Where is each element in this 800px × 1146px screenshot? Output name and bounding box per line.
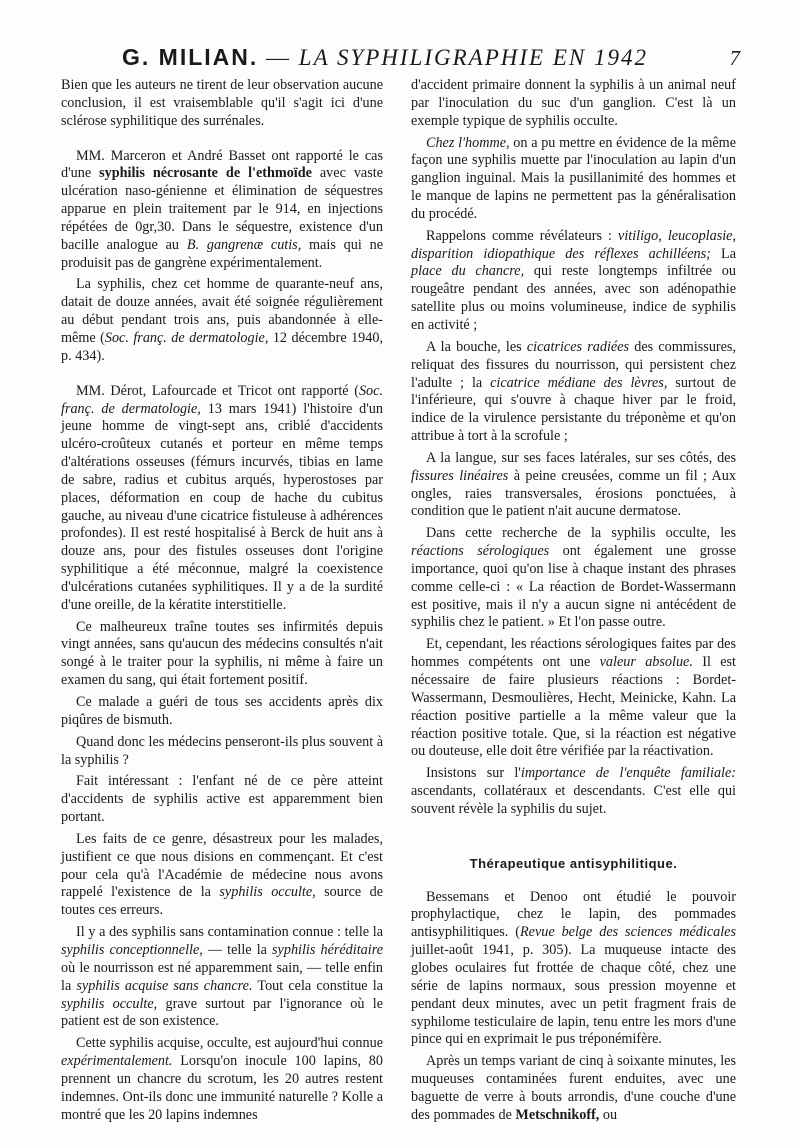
header-dash: — <box>266 45 292 70</box>
page-number: 7 <box>729 46 740 70</box>
paragraph: A la bouche, les cicatrices radiées des commissures, reliquat des fissures du nourrisson, qui persistent chez l'adulte ; la cicatrice médiane des lèvres, surtout de l'inférieure, qui s'ouvre à chaque hiver par le froid, indice de la virulence persistante du tréponème et qu'on attribue à tort à la scrofule ; <box>411 338 737 445</box>
right-column <box>411 77 736 1129</box>
paragraph: MM. Dérot, Lafourcade et Tricot ont rapporté (Soc. franç. de dermatologie, 13 mars 1941) l'histoire d'un jeune homme de vingt-sept ans, criblé d'accidents ulcéro-croûteux cutanés et porteur en même temps d'altérations osseuses (fémurs incurvés, tibias en lame de sabre, radius et cubitus arqués, hyperostoses par places, déformation en coup de hache du cubitus gauche, au niveau d'une cicatrice fistuleuse à adhérences profondes). Il est resté hospitalisé à Berck de huit ans à douze ans, pour des fistules osseuses dont l'origine syphilitique a été méconnue, malgré la coexistence d'ulcérations cutanées syphilitiques. Il y a de la surdité d'une oreille, de la kératite interstitielle. <box>61 382 383 613</box>
paragraph: Ce malheureux traîne toutes ses infirmités depuis vingt années, sans qu'aucun des médecins consultés n'ait songé à le traiter pour la syphilis, ni même à faire un examen du sang, qui était fortement positif. <box>61 618 383 689</box>
header-work-title: LA SYPHILIGRAPHIE EN 1942 <box>298 45 648 70</box>
paragraph: Chez l'homme, on a pu mettre en évidence de la même façon une syphilis muette par l'inoculation au lapin d'un ganglion inguinal. Mais la pusillanimité des hommes et le manque de lapins ne permettent pas la généralisation du procédé. <box>411 134 736 222</box>
paragraph: MM. Marceron et André Basset ont rapporté le cas d'une syphilis nécrosante de l'ethmoïde avec vaste ulcération naso-génienne et élimination de séquestres apparue en plein traitement par le 914, en injections répétées de 0gr,30. Dans le séquestre, existence d'un bacille analogue au B. gangrenæ cutis, mais qui ne produisit pas de gangrène expérimentalement. <box>61 147 383 271</box>
paragraph: Quand donc les médecins penseront-ils plus souvent à la syphilis ? <box>61 733 383 768</box>
paragraph: La syphilis, chez cet homme de quarante-neuf ans, datait de douze années, avait été soignée régulièrement au début pendant trois ans, puis abandonnée à elle-même (Soc. franç. de dermatologie, 12 décembre 1940, p. 434). <box>61 276 384 364</box>
paragraph: Cette syphilis acquise, occulte, est aujourd'hui connue expérimentalement. Lorsqu'on inocule 100 lapins, 80 prennent un chancre du scrotum, les 20 autres restent indemnes. Ont-ils donc une immunité naturelle ? Kolle a montré que les 20 lapins indemnes <box>61 1035 383 1123</box>
section-heading: Thérapeutique antisyphilitique. <box>469 855 678 871</box>
paragraph: Les faits de ce genre, désastreux pour les malades, justifient ce que nous disions en commençant. Et c'est pour cela qu'à l'Académie de médecine nous avons rappelé l'existence de la syphilis occulte, source de toutes ces erreurs. <box>61 830 383 919</box>
paragraph: A la langue, sur ses faces latérales, sur ses côtés, des fissures linéaires à peine creusées, comme un fil ; Aux ongles, raies transversales, érosions ponctuées, à condition que le patient n'ait aucune dermatose. <box>411 449 736 520</box>
paragraph: Il y a des syphilis sans contamination connue : telle la syphilis conceptionnelle, — telle la syphilis héréditaire où le nourrisson est né apparemment sain, — telle enfin la syphilis acquise sans chancre. Tout cela constitue la syphilis occulte, grave surtout par l'ignorance où le patient est de son existence. <box>61 924 383 1030</box>
paragraph: Insistons sur l'importance de l'enquête familiale: ascendants, collatéraux et descendants. C'est elle qui souvent révèle la syphilis du sujet. <box>411 765 737 817</box>
paragraph: Bien que les auteurs ne tirent de leur observation aucune conclusion, il est vraisemblable qu'il s'agit ici d'une sclérose syphilitique des surrénales. <box>61 77 383 129</box>
header-author: G. MILIAN. <box>122 44 259 70</box>
paragraph: Fait intéressant : l'enfant né de ce père atteint d'accidents de syphilis active est apparemment bien portant. <box>61 773 383 826</box>
paragraph: Et, cependant, les réactions sérologiques faites par des hommes compétents ont une valeur absolue. Il est nécessaire de faire plusieurs réactions : Bordet-Wassermann, Desmoulières, Hecht, Meinicke, Kahn. La réaction positive partielle a la même valeur que la réaction positive totale. Que, si la réaction est négative ou douteuse, elle doit être vérifiée par la réactivation. <box>411 636 736 760</box>
paragraph: Dans cette recherche de la syphilis occulte, les réactions sérologiques ont également une grosse importance, quoi qu'on lise à chaque instant des phrases comme celle-ci : « La réaction de Bordet-Wassermann est positive, mais il n'y a aucun signe ni antécédent de syphilis chez le patient. » Et l'on passe outre. <box>411 525 736 631</box>
paragraph: Après un temps variant de cinq à soixante minutes, les muqueuses contaminées furent enduites, avec une baguette de verre à bouts arrondis, d'une couche d'une des pommades de Metschnikoff, ou <box>411 1053 736 1123</box>
paragraph: d'accident primaire donnent la syphilis à un animal neuf par l'inoculation du suc d'un ganglion. C'est là un exemple typique de syphilis occulte. <box>411 77 736 129</box>
running-title <box>60 44 710 71</box>
paragraph: Ce malade a guéri de tous ses accidents après dix piqûres de bismuth. <box>61 694 383 728</box>
left-column <box>61 77 383 1128</box>
paragraph: Rappelons comme révélateurs : vitiligo, leucoplasie, disparition idiopathique des réflexes achilléens; La place du chancre, qui reste longtemps infiltrée ou rougeâtre pendant des années, avec son adénopathie satellite plus ou moins volumineuse, indice de syphilis en activité ; <box>411 227 736 333</box>
paragraph: Bessemans et Denoo ont étudié le pouvoir prophylactique, chez le lapin, des pommades antisyphilitiques. (Revue belge des sciences médicales juillet-août 1941, p. 305). La muqueuse intacte des globes oculaires fut frottée de chaque côté, chez une série de lapins normaux, sous pression moyenne et pendant deux minutes, avec un petit fragment frais de syphilome testiculaire de lapin, tenu entre les mors d'une pince qui en exprimait le pus tréponémifère. <box>411 888 736 1048</box>
running-header <box>60 44 740 78</box>
